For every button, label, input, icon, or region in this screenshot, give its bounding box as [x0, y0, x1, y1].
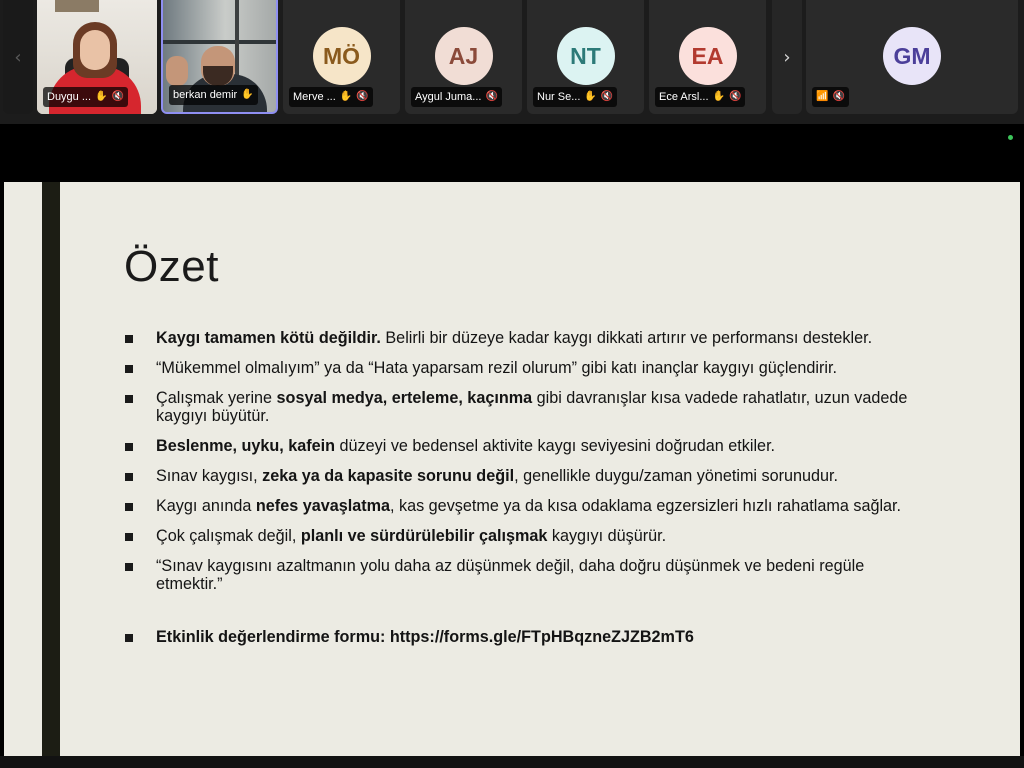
chevron-left-icon[interactable]: ‹: [3, 0, 33, 114]
participant-tile-merve[interactable]: [283, 0, 400, 114]
slide-bullet: [124, 628, 924, 646]
slide-bullet: [124, 329, 924, 347]
bullet-text: Belirli bir düzeye kadar kaygı dikkati artırır ve performansı destekler.: [380, 329, 873, 347]
slide-bullet: [124, 467, 924, 485]
connection-status-dot: [1008, 135, 1013, 140]
bullet-bold-text: zeka ya da kapasite sorunu değil: [262, 467, 515, 485]
mic-off-icon: 🔇: [600, 91, 614, 102]
bullet-bold-text: Kaygı tamamen kötü değildir.: [156, 329, 381, 347]
participant-tile-gm[interactable]: [806, 0, 1018, 114]
chevron-right-icon[interactable]: ›: [772, 0, 802, 114]
participant-tile-duygu[interactable]: [37, 0, 157, 114]
mic-off-icon: 🔇: [356, 91, 369, 102]
participant-name: Nur Se...: [537, 91, 581, 103]
participant-name: Aygul Juma...: [415, 91, 482, 103]
background-picture-frame: [55, 0, 99, 12]
bullet-text: kaygıyı düşürür.: [547, 527, 667, 545]
mic-off-icon: 🔇: [485, 91, 498, 102]
slide-bullet: [124, 437, 924, 455]
bullet-bold-text: Etkinlik değerlendirme formu: https://forms.gle/FTpHBqzneZJZB2mT6: [156, 628, 694, 646]
avatar: GM: [883, 27, 941, 85]
slide-accent-bar: [42, 182, 60, 756]
person-face: [80, 30, 110, 70]
bullet-text: Çok çalışmak değil,: [156, 527, 301, 545]
participant-name-pill: [655, 87, 745, 107]
slide-bullet: [124, 359, 924, 377]
participant-name-pill: [411, 87, 502, 107]
participant-name-pill: [169, 85, 258, 105]
mic-off-icon: 🔇: [111, 91, 124, 102]
hand-icon: ✋: [241, 89, 254, 100]
bullet-bold-text: sosyal medya, erteleme, kaçınma: [276, 389, 533, 407]
slide-bullet: [124, 527, 924, 545]
bullet-text: , genellikle duygu/zaman yönetimi sorunudur.: [514, 467, 839, 485]
hand-icon: ✋: [95, 91, 108, 102]
bullet-text: düzeyi ve bedensel aktivite kaygı seviyesini doğrudan etkiler.: [335, 437, 776, 455]
signal-icon: 📶: [816, 91, 829, 102]
screen-share-bottom-edge: [0, 756, 1024, 768]
participant-strip: [0, 0, 1024, 124]
participant-name: Ece Arsl...: [659, 91, 709, 103]
participant-name: Duygu ...: [47, 91, 92, 103]
bullet-text: , kas gevşetme ya da kısa odaklama egzersizleri hızlı rahatlama sağlar.: [390, 497, 902, 515]
participant-tile-aygul[interactable]: [405, 0, 522, 114]
person-hand: [166, 56, 188, 86]
bullet-text: Sınav kaygısı,: [156, 467, 263, 485]
avatar: EA: [679, 27, 737, 85]
participant-name: berkan demir: [173, 89, 238, 101]
mic-off-icon: 🔇: [728, 91, 742, 102]
bullet-text: “Sınav kaygısını azaltmanın yolu daha az düşünmek değil, daha doğru düşünmek ve bedeni regüle etmektir.”: [156, 557, 865, 593]
hand-icon: ✋: [339, 91, 353, 102]
slide-title: Özet: [124, 242, 219, 291]
participant-name: Merve ...: [293, 91, 336, 103]
background-rail: [163, 40, 276, 44]
participant-tile-nur[interactable]: [527, 0, 644, 114]
participant-name-pill: [289, 87, 373, 107]
participant-name-pill: [533, 87, 617, 107]
hand-icon: ✋: [712, 91, 725, 102]
bullet-text: “Mükemmel olmalıyım” ya da “Hata yaparsam rezil olurum” gibi katı inançlar kaygıyı güçlendirir.: [156, 359, 838, 377]
bullet-text: Çalışmak yerine: [156, 389, 277, 407]
participant-name-pill: [812, 87, 849, 107]
slide-bullet: [124, 389, 924, 425]
avatar: AJ: [435, 27, 493, 85]
avatar: MÖ: [313, 27, 371, 85]
bullet-bold-text: nefes yavaşlatma: [255, 497, 390, 515]
shared-slide: [4, 182, 1020, 756]
bullet-text: Kaygı anında: [156, 497, 256, 515]
bullet-bold-text: Beslenme, uyku, kafein: [156, 437, 336, 455]
slide-bullet: [124, 497, 924, 515]
hand-icon: ✋: [584, 91, 597, 102]
participant-tile-ece[interactable]: [649, 0, 766, 114]
participant-tile-berkan[interactable]: [161, 0, 278, 114]
avatar: NT: [557, 27, 615, 85]
mic-off-icon: 🔇: [832, 91, 845, 102]
slide-bullet: [124, 557, 924, 593]
slide-bullet-list: [124, 329, 924, 658]
bullet-text: gibi davranışlar kısa vadede rahatlatır, uzun vadede kaygıyı büyütür.: [156, 389, 908, 425]
participant-name-pill: [43, 87, 128, 107]
bullet-bold-text: planlı ve sürdürülebilir çalışmak: [300, 527, 548, 545]
